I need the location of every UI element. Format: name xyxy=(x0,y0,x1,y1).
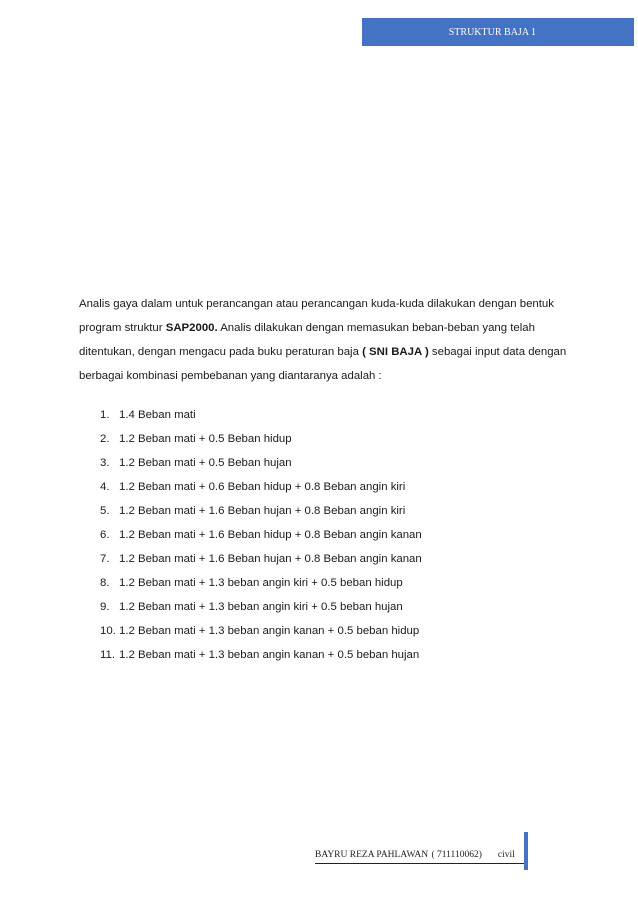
header-title: STRUKTUR BAJA 1 xyxy=(448,26,536,38)
list-item-text: 1.2 Beban mati + 0.5 Beban hujan xyxy=(119,457,292,469)
list-item-number: 10. xyxy=(100,625,116,637)
list-item-text: 1.2 Beban mati + 1.6 Beban hujan + 0.8 Beban angin kanan xyxy=(119,553,422,565)
list-item-text: 1.2 Beban mati + 1.3 beban angin kanan + 0.5 beban hidup xyxy=(119,625,420,637)
footer-author-line xyxy=(315,850,515,860)
list-item-text: 1.2 Beban mati + 1.3 beban angin kiri + 0.5 beban hidup xyxy=(119,577,403,589)
footer-author: BAYRU REZA PAHLAWAN xyxy=(315,850,429,860)
list-item-number: 6. xyxy=(100,529,110,541)
list-item xyxy=(100,571,422,595)
list-item xyxy=(100,523,422,547)
list-item xyxy=(100,499,422,523)
intro-paragraph xyxy=(79,292,579,388)
list-item-number: 8. xyxy=(100,577,110,589)
list-item-number: 5. xyxy=(100,505,110,517)
list-item xyxy=(100,427,422,451)
list-item-text: 1.2 Beban mati + 0.6 Beban hidup + 0.8 Beban angin kiri xyxy=(119,481,406,493)
intro-bold-sap2000: SAP2000. xyxy=(165,322,218,334)
footer-accent-bar xyxy=(524,832,528,870)
list-item-text: 1.4 Beban mati xyxy=(119,409,196,421)
header-title-box xyxy=(362,18,634,46)
list-item xyxy=(100,547,422,571)
footer-nim: ( 711110062) xyxy=(431,850,482,860)
footer-dept: civil xyxy=(497,850,515,860)
footer-underline xyxy=(315,863,525,864)
list-item xyxy=(100,595,422,619)
list-item xyxy=(100,403,422,427)
list-item-number: 7. xyxy=(100,553,110,565)
load-combination-list xyxy=(100,403,422,667)
list-item-text: 1.2 Beban mati + 1.6 Beban hujan + 0.8 Beban angin kiri xyxy=(119,505,406,517)
list-item-text: 1.2 Beban mati + 1.6 Beban hidup + 0.8 Beban angin kanan xyxy=(119,529,422,541)
list-item xyxy=(100,451,422,475)
list-item-text: 1.2 Beban mati + 1.3 beban angin kanan + 0.5 beban hujan xyxy=(119,649,420,661)
list-item-number: 3. xyxy=(100,457,110,469)
list-item xyxy=(100,643,422,667)
list-item-number: 1. xyxy=(100,409,110,421)
list-item-number: 11. xyxy=(100,649,115,661)
list-item-text: 1.2 Beban mati + 1.3 beban angin kiri + 0.5 beban hujan xyxy=(119,601,403,613)
list-item xyxy=(100,619,422,643)
intro-text-2: Analis dilakukan dengan memasukan beban-beban yang telah ditentukan, dengan mengacu pada buku peraturan baja xyxy=(79,322,535,358)
list-item-number: 2. xyxy=(100,433,110,445)
intro-bold-sni-baja: ( SNI BAJA ) xyxy=(362,346,429,358)
intro-text-3: sebagai input data dengan berbagai kombinasi pembebanan yang diantaranya adalah : xyxy=(79,346,567,382)
list-item-number: 9. xyxy=(100,601,110,613)
list-item xyxy=(100,475,422,499)
intro-text-1: Analis gaya dalam untuk perancangan atau perancangan kuda-kuda dilakukan dengan bentuk program struktur xyxy=(79,298,554,334)
list-item-text: 1.2 Beban mati + 0.5 Beban hidup xyxy=(119,433,292,445)
list-item-number: 4. xyxy=(100,481,110,493)
